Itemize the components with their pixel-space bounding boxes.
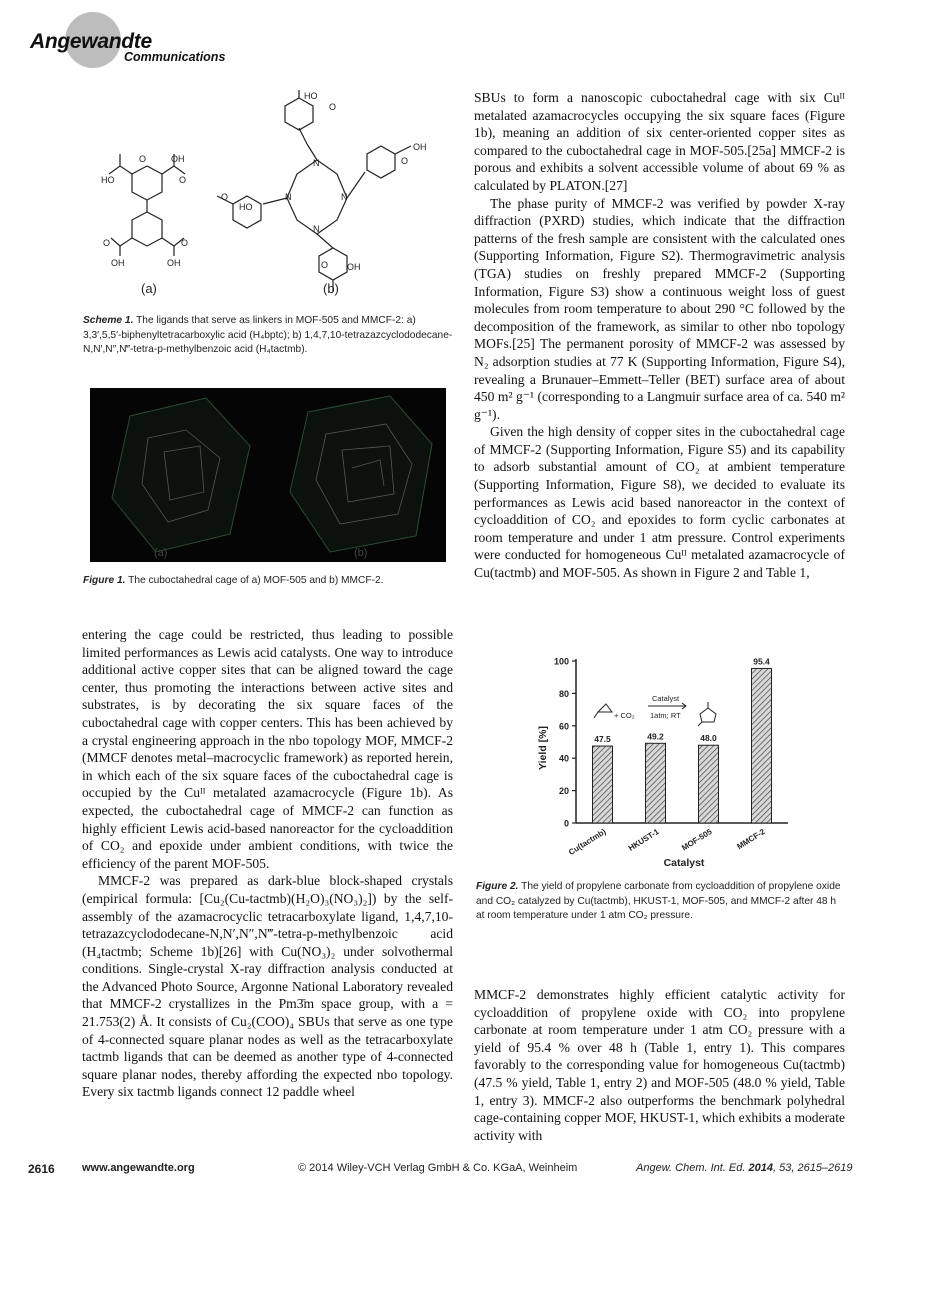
x-tick-label: HKUST-1 [626, 827, 661, 853]
paragraph: The phase purity of MMCF-2 was verified by powder X-ray diffraction (PXRD) studies, which indicate that the diffraction patterns of the fresh sample are consistent with the calculated ones (Supporting Information, Figure S2). Thermogravimetric analysis (TGA) studies on freshly prepared MMCF-2 (Supporting Information, Figure S3) show a continuous weight loss of guest molecules from room temperature to about 290 °C followed by the decomposition of the framework, as similar to other nbo topology MOFs.[25] The permanent porosity of MMCF-2 was assessed by N₂ adsorption studies at 77 K (Supporting Information, Figure S4), revealing a Brunauer–Emmett–Teller (BET) surface area of about 450 m² g⁻¹ (corresponding to a Langmuir surface area of ca. 540 m² g⁻¹). [474, 195, 845, 422]
citation-year: 2014 [748, 1162, 773, 1174]
atom-label: O [321, 260, 329, 270]
bar-value-label: 48.0 [700, 733, 717, 744]
reaction-catalyst: Catalyst [652, 694, 680, 703]
atom-label: OH [111, 258, 125, 268]
atom-label: HO [304, 91, 318, 101]
y-tick-label: 20 [558, 786, 569, 797]
paragraph: Given the high density of copper sites in the cuboctahedral cage of MMCF-2 (Supporting Information, Figure S5) and its capability to adsorb substantial amount of CO₂ at ambient temperature (Supporting Information, Figure S8), we decided to evaluate its performances as Lewis acid based nanoreactor in the context of cycloaddition of CO₂ and epoxides to form cyclic carbonates at room temperature and under 1 atm pressure. Control experiments were conducted for homogeneous Cuᴵᴵ metalated azamacrocycle of Cu(tactmb) and MOF-505. As shown in Figure 2 and Table 1, [474, 424, 845, 581]
scheme-1-structures [85, 88, 455, 303]
chart-ylabel: Yield [%] [537, 726, 549, 770]
scheme-label-b: (b) [323, 281, 339, 296]
figure-1-image [90, 388, 446, 562]
figure-1-caption [83, 574, 455, 589]
paragraph: SBUs to form a nanoscopic cuboctahedral cage with six Cuᴵᴵ metalated azamacrocycles occupying the six square faces (Figure 1b), meaning an addition of six center-oriented copper sites as compared to the cuboctahedral cage in MOF-505.[25a] MMCF-2 is porous and exhibits a solvent accessible volume of about 69 % as calculated by PLATON.[27] [474, 90, 845, 193]
propylene-oxide-icon [594, 704, 612, 718]
bar-value-label: 47.5 [594, 734, 611, 745]
atom-label: HO [101, 175, 115, 185]
left-column-text [82, 626, 453, 1101]
caption-label: Scheme 1. [83, 315, 134, 326]
atom-label: O [401, 156, 409, 166]
propylene-carbonate-icon [698, 702, 716, 726]
right-column-text-bottom [474, 986, 845, 1144]
figure-1-label-a: (a) [154, 547, 168, 559]
y-tick-label: 60 [558, 721, 569, 732]
caption-text: The cuboctahedral cage of a) MOF-505 and b) MMCF-2. [128, 575, 384, 586]
bar [699, 745, 719, 823]
figure-2-caption [476, 880, 846, 924]
macrocycle-ring [287, 160, 347, 234]
atom-label: OH [167, 258, 181, 268]
atom-label: O [103, 238, 111, 248]
atom-label: HO [239, 202, 253, 212]
citation-journal: Angew. Chem. Int. Ed. [636, 1162, 746, 1174]
journal-url[interactable]: www.angewandte.org [82, 1162, 195, 1174]
citation-volume: , 53, 2615–2619 [773, 1162, 853, 1174]
y-tick-label: 80 [558, 688, 569, 699]
chart-xlabel: Catalyst [663, 857, 705, 869]
atom-label: N [285, 192, 292, 202]
reaction-co2: + CO₂ [614, 711, 635, 720]
caption-text: The ligands that serve as linkers in MOF-505 and MMCF-2: a) 3,3′,5,5′-biphenyltetracarboxylic acid (H₄bptc); b) 1,4,7,10-tetrazazcyclododecane-N,N′,N″,N‴-tetra-p-methylbenzoic acid (H₄tactmb). [83, 315, 453, 355]
atom-label: O [181, 238, 189, 248]
right-column-text-top [474, 89, 845, 582]
atom-label: N [313, 224, 320, 234]
section-title: Communications [124, 50, 226, 64]
caption-label: Figure 1. [83, 575, 126, 586]
copyright-notice: © 2014 Wiley-VCH Verlag GmbH & Co. KGaA, Weinheim [298, 1162, 578, 1174]
bar-value-label: 49.2 [647, 731, 664, 742]
benzoate-left [233, 196, 261, 228]
y-tick-label: 100 [553, 656, 569, 667]
paragraph: MMCF-2 was prepared as dark-blue block-shaped crystals (empirical formula: [Cu₂(Cu-tactmb)(H₂O)₃(NO₃)₂]) by the self-assembly of the azamacrocyclic tetracarboxylate ligand, 1,4,7,10-tetrazazcyclododecane-N,N′,N″,N‴-tetra-p-methylbenzoic acid (H₄tactmb; Scheme 1b)[26] with Cu(NO₃)₂ under solvothermal conditions. Single-crystal X-ray diffraction analysis conducted at the Advanced Photo Source, Argonne National Laboratory revealed that MMCF-2 crystallizes in the Pm3̄m space group, with a = 21.753(2) Å. It consists of Cu₂(COO)₄ SBUs that serve as one type of 4-connected square planar nodes as well as the tetracarboxylate tactmb ligands that can be deemed as another type of 4-connected square planar nodes, thereby affording the expected nbo topology. Every six tactmb ligands connect 12 paddle wheel [82, 873, 453, 1100]
y-tick-label: 0 [563, 818, 569, 829]
caption-text: The yield of propylene carbonate from cycloaddition of propylene oxide and CO₂ catalyzed by Cu(tactmb), HKUST-1, MOF-505, and MMCF-2 after 48 h at room temperature under 1 atm CO₂ pressure. [476, 881, 841, 921]
atom-label: O [221, 192, 229, 202]
x-tick-label: MOF-505 [680, 827, 714, 853]
figure-1-label-b: (b) [354, 547, 368, 559]
benzoate-top [285, 98, 313, 130]
bar [593, 746, 613, 823]
ring-a-top [132, 166, 162, 200]
reaction-conditions: 1atm; RT [650, 711, 681, 720]
figure-2-chart [528, 648, 803, 870]
atom-label: O [329, 102, 337, 112]
x-tick-label: Cu(tactmb) [566, 827, 608, 858]
page-number: 2616 [28, 1162, 55, 1176]
x-tick-label: MMCF-2 [735, 827, 767, 852]
paragraph: entering the cage could be restricted, thus leading to possible limited performances as Lewis acid catalysts. One way to introduce additional active copper sites that can be aligned toward the cage center, thus promoting the interactions between active sites and substrates, is by decorating the six square faces of the cuboctahedral cage with copper centers. This has been achieved by a crystal engineering approach in the nbo topology MOF, MMCF-2 (MMCF denotes metal–macrocyclic framework) as reported herein, in which each of the six square faces of the cuboctahedral cage is occupied by the Cuᴵᴵ metalated azamacrocycle (Figure 1b). As expected, the cuboctahedral cage of MMCF-2 can function as highly efficient Lewis acid-based nanoreactor for the cycloaddition of CO₂ and epoxide under ambient conditions, with twice the efficiency of the parent MOF-505. [82, 627, 453, 871]
scheme-label-a: (a) [141, 281, 157, 296]
ring-a-bottom [132, 212, 162, 246]
citation [636, 1162, 853, 1174]
atom-label: OH [413, 142, 427, 152]
y-tick-label: 40 [558, 753, 569, 764]
bar [752, 668, 772, 823]
reaction-scheme [594, 694, 716, 726]
cage-b-shape [290, 396, 432, 552]
atom-label: N [313, 158, 320, 168]
cage-a-shape [112, 398, 250, 552]
atom-label: OH [171, 154, 185, 164]
caption-label: Figure 2. [476, 881, 519, 892]
benzoate-right [367, 146, 395, 178]
paragraph: MMCF-2 demonstrates highly efficient catalytic activity for cycloaddition of propylene oxide with CO₂ into propylene carbonate at room temperature under 1 atm CO₂ pressure with a yield of 95.4 % over 48 h (Table 1, entry 1). This compares favorably to the corresponding value for homogeneous Cu(tactmb) (47.5 % yield, Table 1, entry 2) and MOF-505 (48.0 % yield, Table 1, entry 3). MMCF-2 also outperforms the benchmark polyhedral cage-containing copper MOF, HKUST-1, which exhibits a moderate activity with [474, 987, 846, 1143]
bar [646, 743, 666, 823]
atom-label: N [341, 192, 348, 202]
journal-title: Angewandte [30, 30, 152, 53]
atom-label: O [139, 154, 147, 164]
atom-label: O [179, 175, 187, 185]
atom-label: OH [347, 262, 361, 272]
scheme-1-caption [83, 314, 455, 358]
bar-value-label: 95.4 [753, 656, 770, 667]
